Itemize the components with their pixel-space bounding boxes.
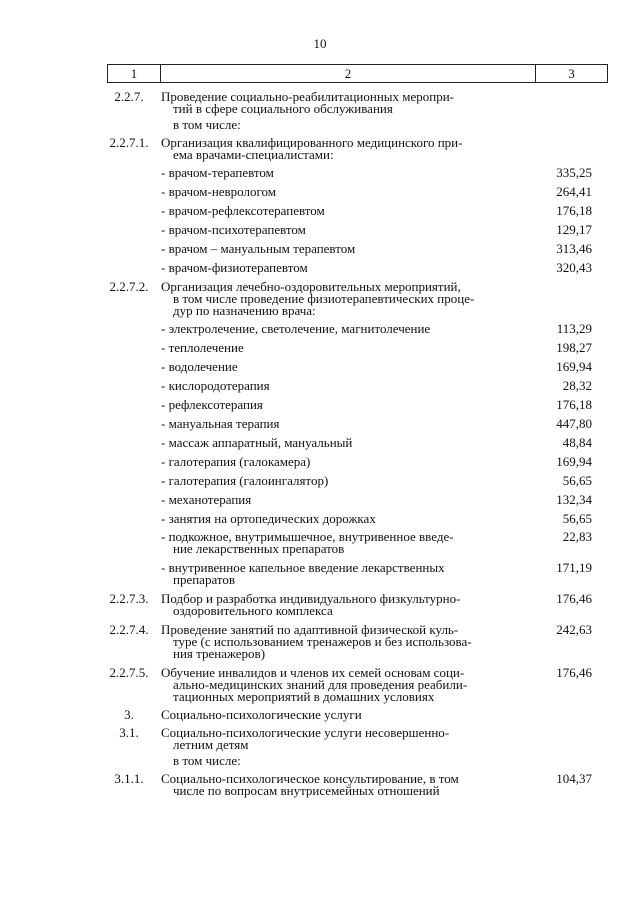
item-description [161,531,516,555]
page-number: 10 [313,36,327,51]
description-line: Организация квалифицированного медицинского при- [161,135,463,150]
item-description [161,624,516,660]
table-row [0,380,640,392]
description-line: - мануальная терапия [161,416,280,431]
item-description [161,91,516,115]
item-price: 113,29 [556,321,592,336]
item-price: 176,18 [556,397,592,412]
header-col-2: 2 [161,65,536,83]
header-col-3: 3 [536,65,608,83]
item-description [161,418,516,430]
item-price: 264,41 [556,184,592,199]
description-line: Социально-психологические услуги несовершенно- [161,725,450,740]
description-line: - электролечение, светолечение, магнитолечение [161,321,431,336]
item-code: 2.2.7. [114,89,144,104]
item-description [173,119,528,131]
table-row [0,323,640,335]
description-line: препаратов [173,572,236,587]
table-row [0,262,640,274]
description-line: - подкожное, внутримышечное, внутривенное введе- [161,529,454,544]
description-line: - массаж аппаратный, мануальный [161,435,353,450]
table-row [0,624,640,660]
description-line: - водолечение [161,359,238,374]
description-line: - врачом-физиотерапевтом [161,260,308,275]
description-line: - врачом-терапевтом [161,165,274,180]
item-description [161,562,516,586]
description-line: - кислородотерапия [161,378,270,393]
item-price: 313,46 [556,241,592,256]
item-description [161,205,516,217]
item-price: 169,94 [556,359,592,374]
item-price: 48,84 [562,435,592,450]
table-row [0,361,640,373]
table-row [0,755,640,767]
item-description [161,513,516,525]
item-description [161,399,516,411]
item-code: 2.2.7.5. [109,665,149,680]
description-line: - врачом – мануальным терапевтом [161,241,356,256]
description-line: числе по вопросам внутрисемейных отношений [173,783,440,798]
description-line: - механотерапия [161,492,252,507]
item-description [161,380,516,392]
description-line: Проведение занятий по адаптивной физической куль- [161,622,459,637]
item-price: 320,43 [556,260,592,275]
table-row [0,531,640,555]
description-line: Организация лечебно-оздоровительных мероприятий, [161,279,461,294]
table-body [0,91,640,797]
item-description [161,727,516,751]
description-line: - врачом-неврологом [161,184,276,199]
description-line: туре (с использованием тренажеров и без использова- [173,634,472,649]
description-line: - внутривенное капельное введение лекарственных [161,560,445,575]
table-row [0,437,640,449]
item-description [161,475,516,487]
table-row [0,399,640,411]
table-row [0,513,640,525]
item-code: 3. [124,707,134,722]
item-description [173,755,528,767]
item-code: 3.1.1. [114,771,144,786]
description-line: оздоровительного комплекса [173,603,333,618]
table-row [0,243,640,255]
item-price: 132,34 [556,492,592,507]
item-code: 2.2.7.1. [109,135,149,150]
description-line: тий в сфере социального обслуживания [173,101,393,116]
table-row [0,342,640,354]
item-description [161,494,516,506]
item-code: 3.1. [119,725,139,740]
description-line: ально-медицинских знаний для проведения реабили- [173,677,468,692]
item-description [161,709,516,721]
description-line: тационных мероприятий в домашних условиях [173,689,435,704]
table-row [0,593,640,617]
description-line: Проведение социально-реабилитационных меропри- [161,89,455,104]
item-price: 169,94 [556,454,592,469]
table-row [0,281,640,317]
item-price: 176,46 [556,665,592,680]
item-description [161,186,516,198]
table-row [0,224,640,236]
item-description [161,342,516,354]
table-row [0,773,640,797]
table-row [0,137,640,161]
description-line: - врачом-психотерапевтом [161,222,306,237]
item-price: 171,19 [556,560,592,575]
description-line: в том числе: [173,753,241,768]
item-price: 28,32 [562,378,592,393]
item-price: 335,25 [556,165,592,180]
table-row [0,727,640,751]
description-line: - галотерапия (галоингалятор) [161,473,329,488]
table-header [107,64,608,83]
item-description [161,667,516,703]
item-price: 176,18 [556,203,592,218]
description-line: - занятия на ортопедических дорожках [161,511,376,526]
item-price: 198,27 [556,340,592,355]
table-row [0,167,640,179]
header-col-1: 1 [108,65,161,83]
table-row [0,91,640,115]
item-description [161,243,516,255]
item-price: 129,17 [556,222,592,237]
description-line: - галотерапия (галокамера) [161,454,311,469]
item-code: 2.2.7.3. [109,591,149,606]
table-row [0,205,640,217]
table-row [0,186,640,198]
item-description [161,593,516,617]
description-line: ема врачами-специалистами: [173,147,334,162]
item-description [161,323,516,335]
table-row [0,667,640,703]
description-line: в том числе проведение физиотерапевтических проце- [173,291,475,306]
description-line: летним детям [173,737,249,752]
description-line: Обучение инвалидов и членов их семей основам соци- [161,665,465,680]
description-line: - рефлексотерапия [161,397,263,412]
description-line: ние лекарственных препаратов [173,541,345,556]
table-row [0,456,640,468]
item-description [161,773,516,797]
description-line: Социально-психологическое консультирование, в том [161,771,459,786]
item-price: 447,80 [556,416,592,431]
item-price: 104,37 [556,771,592,786]
description-line: дур по назначению врача: [173,303,316,318]
item-price: 22,83 [562,529,592,544]
item-description [161,262,516,274]
table-row [0,119,640,131]
table-row [0,709,640,721]
item-price: 56,65 [562,473,592,488]
item-description [161,167,516,179]
description-line: ния тренажеров) [173,646,266,661]
table-row [0,562,640,586]
description-line: - врачом-рефлексотерапевтом [161,203,325,218]
item-price: 56,65 [562,511,592,526]
table-row [0,475,640,487]
item-description [161,456,516,468]
table-row [0,494,640,506]
item-description [161,137,516,161]
description-line: Социально-психологические услуги [161,707,362,722]
item-price: 176,46 [556,591,592,606]
item-code: 2.2.7.4. [109,622,149,637]
item-description [161,437,516,449]
description-line: Подбор и разработка индивидуального физкультурно- [161,591,461,606]
item-price: 242,63 [556,622,592,637]
item-description [161,361,516,373]
item-description [161,224,516,236]
description-line: - теплолечение [161,340,244,355]
item-code: 2.2.7.2. [109,279,149,294]
table-row [0,418,640,430]
item-description [161,281,516,317]
description-line: в том числе: [173,117,241,132]
